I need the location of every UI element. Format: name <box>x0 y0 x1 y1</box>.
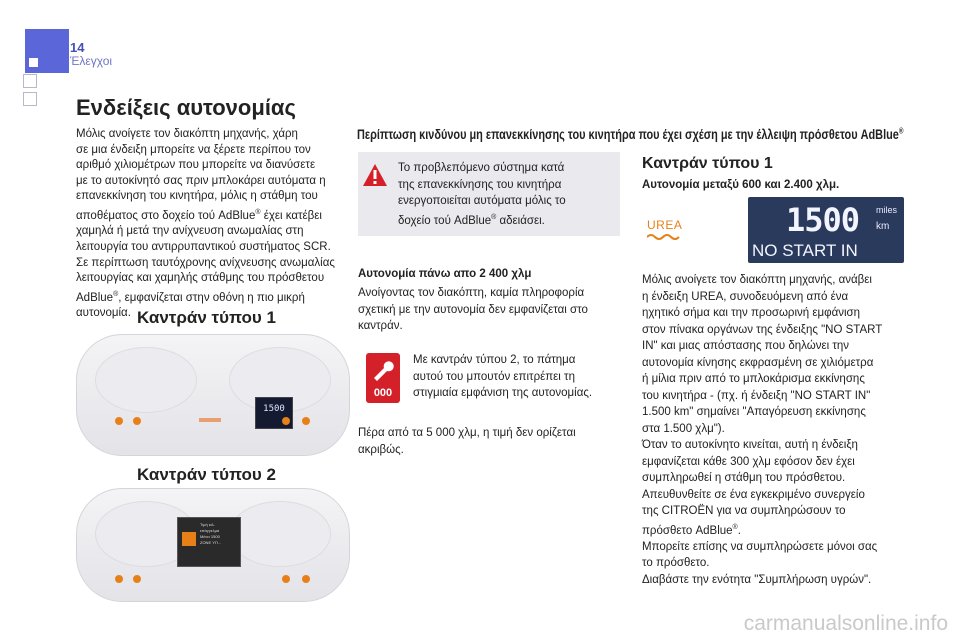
page-title: Ενδείξεις αυτονομίας <box>76 95 296 120</box>
display-message: NO START IN <box>752 241 858 260</box>
instrument-cluster-type1 <box>76 334 350 456</box>
intro-line: λειτουργίας και χαμηλής στάθμης του πρόσθετου <box>76 272 325 285</box>
type1-heading-left: Καντράν τύπου 1 <box>137 308 277 327</box>
intro-line: αριθμό χιλιομέτρων που μπορείτε να διανύσετε <box>76 159 316 172</box>
wrench-button-icon: 000 <box>366 353 400 403</box>
intro-line: AdBlue®, εμφανίζεται στην οθόνη η πιο μικρή <box>76 290 305 304</box>
beyond-text: Πέρα από τα 5 000 χλμ, η τιμή δεν ορίζεται ακριβώς. <box>358 427 576 456</box>
page-number: 14 <box>70 40 85 55</box>
intro-line: Σε περίπτωση ταυτόχρονης ανίχνευσης ανωμαλίας <box>76 256 335 269</box>
side-marker-2 <box>23 92 37 106</box>
autonomy-above-text: Ανοίγοντας τον διακόπτη, καμία πληροφορία σχετική με την αυτονομία δεν εμφανίζεται στο καντράν. <box>358 287 588 332</box>
instrument-cluster-type2 <box>76 488 350 602</box>
warning-icon <box>362 163 388 187</box>
type2-heading-left: Καντράν τύπου 2 <box>137 465 277 484</box>
urea-indicator-label: UREA <box>647 218 683 232</box>
indicator-icon <box>199 418 221 422</box>
warning-light-icon <box>282 417 290 425</box>
intro-line: χαμηλά ή μετά την ανίχνευση ανωμαλίας στη <box>76 225 304 238</box>
page-section: Έλεγχοι <box>70 54 113 68</box>
warning-light-icon <box>133 417 141 425</box>
cluster-lcd: 1500 <box>255 397 293 429</box>
section-header: Περίπτωση κινδύνου μη επανεκκίνησης του κινητήρα που έχει σχέση με την έλλειψη πρόσθετου AdBlue® <box>357 126 904 142</box>
watermark: carmanualsonline.info <box>743 612 948 635</box>
intro-line: Μόλις ανοίγετε τον διακόπτη μηχανής, χάρη <box>76 128 298 140</box>
warning-light-icon <box>302 575 310 583</box>
intro-line: λειτουργία του αντιρρυπαντικού συστήματος SCR. <box>76 240 331 253</box>
side-marker-1 <box>23 74 37 88</box>
page-marker <box>25 29 69 73</box>
urea-wave-icon <box>647 233 681 241</box>
intro-line: με το αυτοκίνητό σας πριν μπλοκάρει αυτόματα η <box>76 174 326 187</box>
autonomy-range-title: Αυτονομία μεταξύ 600 και 2.400 χλμ. <box>642 179 840 191</box>
wrench-icon <box>371 359 395 381</box>
warning-light-icon <box>282 575 290 583</box>
type2-button-text: Με καντράν τύπου 2, το πάτημα αυτού του μπουτόν επιτρέπει τη στιγμιαία εμφάνιση της αυτονομίας. <box>413 354 593 399</box>
display-unit-km: km <box>876 221 890 232</box>
warning-light-icon <box>302 417 310 425</box>
autonomy-above-title: Αυτονομία πάνω απο 2 400 χλμ <box>358 268 532 280</box>
cluster-screen: Τιμή κιλ. επάγγελμα Μένει 1500 ZONE ΥΠ... <box>177 517 241 567</box>
warning-light-icon <box>115 417 123 425</box>
type1-heading-right: Καντράν τύπου 1 <box>642 155 773 172</box>
gauge-left <box>95 347 197 413</box>
warning-light-icon <box>115 575 123 583</box>
intro-line: σε μια ένδειξη μπορείτε να ξέρετε περίπου τον <box>76 143 311 156</box>
intro-line: επανεκκίνηση του κινητήρα, μόλις η στάθμη του <box>76 190 318 203</box>
display-unit-miles: miles <box>876 205 898 215</box>
intro-paragraph <box>76 127 356 322</box>
page-marker-dot <box>29 58 38 67</box>
gauge-right <box>229 501 331 567</box>
type1-body-text: Μόλις ανοίγετε τον διακόπτη μηχανής, ανάβει η ένδειξη UREA, συνοδευόμενη από ένα ηχητικό σήμα και την προσωρινή εμφάνιση στον πίνακα οργάνων της ένδειξης "NO START IN" και μιας απόστασης που δηλώνει την αυτονομία κίνησης εκφρασμένη σε χιλιόμετρα ή μίλια πριν από το μπλοκάρισμα εκκίνησης του κινητήρα - (πχ. ή ένδειξη "NO START IN" 1.500 km" σημαίνει "Απαγόρευση εκκίνησης στα 1.500 χλμ"). Όταν το αυτοκίνητο κινείται, αυτή η ένδειξη εμφανίζεται κάθε 300 χλμ εφόσον δεν έχει συμπληρωθεί η στάθμη του πρόσθετου. Απευθυνθείτε σε ένα εγκεκριμένο συνεργείο της CITROËN για να συμπληρώσουν το πρόσθετο AdBlue®. Μπορείτε επίσης να συμπληρώσετε μόνοι σας το πρόσθετο. Διαβάστε την ενότητα "Συμπλήρωση υγρών". <box>642 274 883 586</box>
warning-light-icon <box>133 575 141 583</box>
intro-line: αυτονομία. <box>76 307 131 320</box>
urea-screen-icon <box>182 532 196 546</box>
display-value: 1500 <box>786 201 860 239</box>
no-start-display <box>748 197 904 263</box>
warning-text: Το προβλεπόμενο σύστημα κατά της επανεκκίνησης του κινητήρα ενεργοποιείται αυτόματα μόλις το δοχείο τού AdBlue® αδειάσει. <box>398 162 566 227</box>
intro-line: αποθέματος στο δοχείο τού AdBlue® έχει κατέβει <box>76 208 322 222</box>
